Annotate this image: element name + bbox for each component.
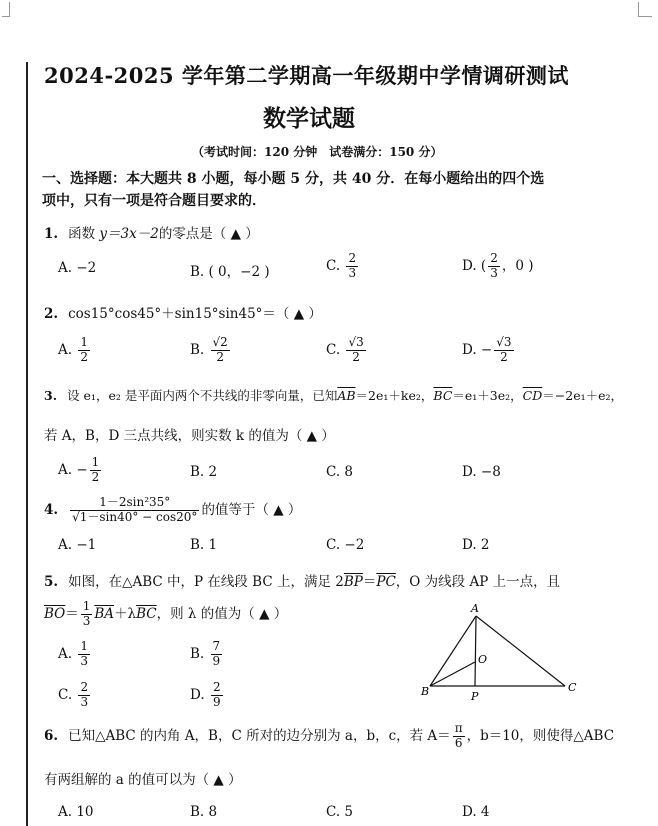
q6-option-a: A. 10 xyxy=(58,804,94,820)
crop-mark xyxy=(638,16,652,17)
q3-option-d: D. −8 xyxy=(462,464,501,480)
q1-option-a: A. −2 xyxy=(58,260,97,276)
q2-option-a: A. $\frac{1}{2}$ xyxy=(58,335,88,364)
q5-option-d: D. $\frac{2}{9}$ xyxy=(190,680,221,709)
segment-bo xyxy=(430,662,475,686)
exam-title: 2024-2025 学年第二学期高一年级期中学情调研测试 xyxy=(44,63,569,88)
q4-option-b: B. 1 xyxy=(190,537,218,553)
question-1: 1. 函数 y＝3x－2的零点是（ ▲ ） xyxy=(44,226,259,242)
q5-option-b: B. $\frac{7}{9}$ xyxy=(190,639,221,668)
exam-info: （考试时间：120 分钟 试卷满分：150 分） xyxy=(192,145,443,159)
q4-option-a: A. −1 xyxy=(58,537,97,553)
label-p: P xyxy=(471,690,479,703)
segment-ab xyxy=(430,616,476,686)
label-b: B xyxy=(421,685,430,698)
q5-option-a: A. $\frac{1}{3}$ xyxy=(58,639,88,668)
q5-option-c: C. $\frac{2}{3}$ xyxy=(58,680,89,709)
label-a: A xyxy=(471,602,479,615)
crop-mark xyxy=(9,2,10,16)
question-3-line2: 若 A，B，D 三点共线，则实数 k 的值为（ ▲ ） xyxy=(44,428,335,444)
section-heading-line1: 一、选择题：本大题共 8 小题，每小题 5 分，共 40 分．在每小题给出的四个选 xyxy=(42,171,545,187)
q3-option-c: C. 8 xyxy=(326,464,354,480)
triangle-figure xyxy=(410,600,580,705)
q3-option-a: A. − $\frac{1}{2}$ xyxy=(58,455,100,484)
question-number: 1. xyxy=(44,226,59,242)
q6-option-d: D. 4 xyxy=(462,804,490,820)
q4-option-c: C. −2 xyxy=(326,537,365,553)
segment-ac xyxy=(476,616,565,686)
question-number: 6. xyxy=(44,727,59,744)
crop-mark xyxy=(638,2,639,16)
exam-subtitle: 数学试题 xyxy=(263,105,355,132)
question-5: 5. 如图，在△ABC 中，P 在线段 BC 上，满足 $2\overline{BP}=\overline{PC}$，O 为线段 AP 上一点，且 xyxy=(44,574,561,590)
segment-ap xyxy=(475,616,476,686)
q6-option-c: C. 5 xyxy=(326,804,354,820)
question-3: 3. 设 e₁，e₂ 是平面内两个不共线的非零向量，已知$\overline{AB}=2e_1+ke_2$，$\overline{BC}=e_1+3e_2$，$\overline{CD}=-2e_1+e_2$， xyxy=(44,388,624,403)
q1-option-c: C. $\frac{2}{3}$ xyxy=(326,251,357,280)
q2-option-b: B. $\frac{√2}{2}$ xyxy=(190,335,228,364)
question-5-line2: $\overline{BO}=$ $\frac{1}{3}$ $\overline{BA}+\lambda\overline{BC}$，则 λ 的值为（ ▲ ） xyxy=(44,599,288,628)
question-4: 4. $\frac{\text{1－2sin²35°}}{√1-\sin 40^\circ - \cos 20^\circ}$ 的值等于（ ▲ ） xyxy=(44,495,302,524)
label-o: O xyxy=(478,653,488,666)
q2-option-c: C. $\frac{√3}{2}$ xyxy=(326,335,364,364)
question-number: 3. xyxy=(44,388,58,403)
question-6: 6. 已知△ABC 的内角 A，B，C 所对的边分别为 a，b，c，若 A＝ $\frac{\pi}{6}$ ，b＝10，则使得△ABC xyxy=(44,721,615,750)
q1-option-b: B. ( 0，−2 ) xyxy=(190,264,270,280)
question-6-line2: 有两组解的 a 的值可以为（ ▲ ） xyxy=(44,772,242,788)
q1-option-d: D. ( $\frac{2}{3}$ ，0 ) xyxy=(462,251,534,280)
binding-line xyxy=(26,62,28,826)
q4-option-d: D. 2 xyxy=(462,537,490,553)
function-expr: y＝3x－2 xyxy=(99,226,159,242)
q6-option-b: B. 8 xyxy=(190,804,218,820)
question-number: 2. xyxy=(44,306,59,322)
q2-option-d: D. − $\frac{√3}{2}$ xyxy=(462,335,512,364)
question-number: 4. xyxy=(44,501,59,518)
question-number: 5. xyxy=(44,574,59,590)
question-2: 2. cos15°cos45°＋sin15°sin45°＝（ ▲ ） xyxy=(44,306,322,322)
q3-option-b: B. 2 xyxy=(190,464,218,480)
label-c: C xyxy=(568,681,577,694)
crop-mark xyxy=(2,16,10,17)
section-heading-line2: 项中，只有一项是符合题目要求的． xyxy=(42,193,266,209)
